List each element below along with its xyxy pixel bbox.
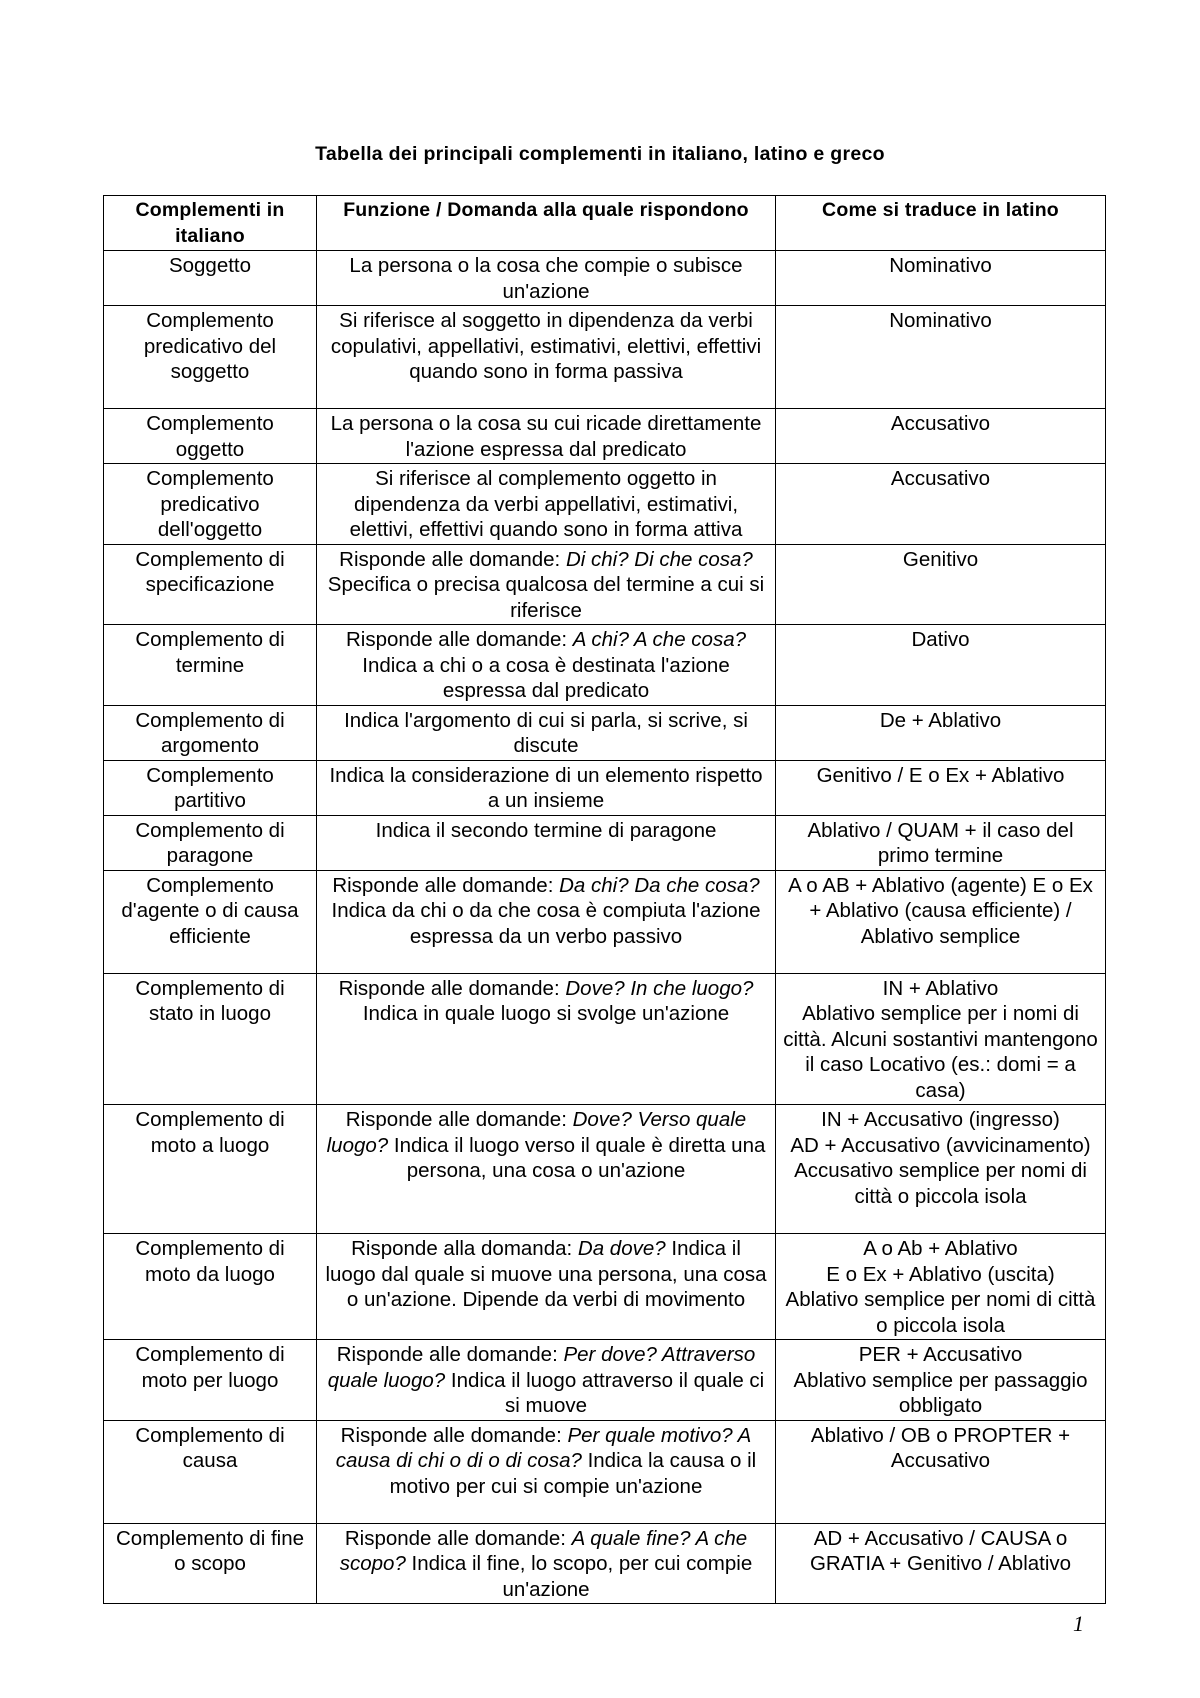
cell-latino (776, 1234, 1106, 1340)
latino-line: Ablativo / QUAM + il caso del primo termine (807, 818, 1074, 867)
latino-line: Ablativo semplice per nomi di città o piccola isola (785, 1288, 1096, 1337)
funzione-text: Si riferisce al complemento oggetto in dipendenza da verbi appellativi, estimativi, elettivi, effettivi quando sono in forma attiva (349, 467, 743, 541)
cell-latino (776, 815, 1106, 870)
header-complementi: Complementi in italiano (104, 196, 317, 251)
table-row (104, 760, 1106, 815)
funzione-question-text: Da chi? Da che cosa? (559, 873, 760, 897)
latino-line: AD + Accusativo (avvicinamento) (790, 1133, 1091, 1157)
cell-funzione (317, 973, 776, 1105)
latino-line: A o Ab + Ablativo (863, 1237, 1018, 1260)
cell-latino (776, 544, 1106, 625)
funzione-text: Risponde alla domanda: (351, 1237, 578, 1260)
cell-latino (776, 251, 1106, 306)
funzione-text: Specifica o precisa qualcosa del termine a cui si riferisce (327, 573, 765, 622)
funzione-question-text: A quale fine? A che scopo? (339, 1526, 748, 1575)
table-row (104, 251, 1106, 306)
cell-complemento: Complemento oggetto (104, 409, 317, 464)
funzione-text: Risponde alle domande: (345, 1108, 573, 1131)
cell-complemento: Complemento di specificazione (104, 544, 317, 625)
funzione-text: Indica il luogo attraverso il quale ci si muove (445, 1368, 765, 1417)
table-row (104, 625, 1106, 706)
cell-complemento: Complemento di causa (104, 1420, 317, 1523)
cell-complemento: Complemento partitivo (104, 760, 317, 815)
funzione-text: Risponde alle domande: (344, 1526, 572, 1550)
latino-line: De + Ablativo (879, 708, 1002, 732)
funzione-text: Si riferisce al soggetto in dipendenza da verbi copulativi, appellativi, estimativi, elettivi, effettivi quando sono in forma passiva (330, 309, 762, 383)
cell-funzione (317, 1105, 776, 1234)
funzione-text: Indica il luogo dal quale si muove una persona, una cosa o un'azione. Dipende da verbi di movimento (325, 1237, 767, 1311)
latino-line: E o Ex + Ablativo (uscita) (826, 1262, 1055, 1286)
funzione-question-text: Dove? In che luogo? (565, 976, 754, 1000)
complementi-table (103, 195, 1106, 1604)
table-row (104, 870, 1106, 973)
table-row (104, 306, 1106, 409)
funzione-question-text: Per dove? Attraverso quale luogo? (327, 1343, 756, 1392)
funzione-text: Indica il luogo verso il quale è diretta una persona, una cosa o un'azione (388, 1133, 766, 1182)
funzione-text: Risponde alle domande: (336, 1343, 564, 1366)
latino-line: Ablativo / OB o PROPTER + Accusativo (810, 1423, 1071, 1472)
latino-line: Nominativo (889, 309, 992, 332)
cell-complemento: Complemento di fine o scopo (104, 1523, 317, 1604)
latino-line: IN + Accusativo (ingresso) (821, 1108, 1060, 1131)
cell-funzione (317, 705, 776, 760)
latino-line: Genitivo (902, 547, 979, 571)
table-row (104, 1420, 1106, 1523)
latino-line: AD + Accusativo / CAUSA o GRATIA + Genitivo / Ablativo (809, 1526, 1072, 1575)
latino-line: Accusativo (890, 467, 991, 490)
latino-line: Accusativo (890, 412, 991, 435)
funzione-question-text: Di chi? Di che cosa? (565, 547, 753, 571)
cell-complemento: Complemento di termine (104, 625, 317, 706)
funzione-text: La persona o la cosa su cui ricade direttamente l'azione espressa dal predicato (330, 412, 762, 461)
table-row (104, 1234, 1106, 1340)
cell-funzione (317, 464, 776, 545)
cell-complemento: Complemento di moto da luogo (104, 1234, 317, 1340)
table-row (104, 1105, 1106, 1234)
table-header-row (104, 196, 1106, 251)
cell-latino (776, 464, 1106, 545)
funzione-question-text: Per quale motivo? A causa di chi o di o di cosa? (335, 1423, 752, 1472)
funzione-text: La persona o la cosa che compie o subisce un'azione (349, 254, 743, 303)
latino-line: Dativo (911, 628, 970, 651)
latino-line: Genitivo / E o Ex + Ablativo (816, 763, 1065, 787)
latino-line: IN + Ablativo (882, 976, 999, 1000)
cell-complemento: Complemento predicativo dell'oggetto (104, 464, 317, 545)
table-row (104, 544, 1106, 625)
funzione-question-text: Dove? Verso quale luogo? (326, 1108, 747, 1157)
cell-latino (776, 1340, 1106, 1421)
cell-complemento: Complemento di argomento (104, 705, 317, 760)
document-title: Tabella dei principali complementi in italiano, latino e greco (315, 143, 885, 165)
funzione-text: Indica in quale luogo si svolge un'azione (362, 1002, 730, 1025)
cell-latino (776, 409, 1106, 464)
funzione-question-text: A chi? A che cosa? (572, 628, 746, 651)
latino-line: A o AB + Ablativo (agente) E o Ex + Ablativo (causa efficiente) / Ablativo semplice (788, 873, 1093, 948)
funzione-text: Indica l'argomento di cui si parla, si scrive, si discute (344, 708, 748, 757)
cell-funzione (317, 409, 776, 464)
cell-funzione (317, 760, 776, 815)
cell-complemento: Complemento di paragone (104, 815, 317, 870)
cell-funzione (317, 1523, 776, 1604)
cell-complemento: Complemento di moto a luogo (104, 1105, 317, 1234)
funzione-text: Indica il secondo termine di paragone (375, 818, 717, 842)
funzione-text: Risponde alle domande: (340, 1423, 568, 1447)
cell-complemento: Complemento d'agente o di causa efficiente (104, 870, 317, 973)
funzione-text: Risponde alle domande: (338, 976, 566, 1000)
page-number: 1 (1073, 1611, 1084, 1636)
cell-complemento: Soggetto (104, 251, 317, 306)
cell-complemento: Complemento di stato in luogo (104, 973, 317, 1105)
table-row (104, 815, 1106, 870)
cell-latino (776, 306, 1106, 409)
cell-latino (776, 705, 1106, 760)
cell-complemento: Complemento predicativo del soggetto (104, 306, 317, 409)
cell-funzione (317, 251, 776, 306)
cell-latino (776, 625, 1106, 706)
cell-latino (776, 1105, 1106, 1234)
cell-latino (776, 1420, 1106, 1523)
table-row (104, 464, 1106, 545)
cell-latino (776, 1523, 1106, 1604)
cell-complemento: Complemento di moto per luogo (104, 1340, 317, 1421)
funzione-text: Risponde alle domande: (345, 628, 573, 651)
cell-latino (776, 760, 1106, 815)
table-row (104, 409, 1106, 464)
cell-funzione (317, 870, 776, 973)
table-row (104, 1523, 1106, 1604)
cell-latino (776, 973, 1106, 1105)
table-row (104, 705, 1106, 760)
cell-funzione (317, 1420, 776, 1523)
cell-funzione (317, 625, 776, 706)
funzione-text: Indica il fine, lo scopo, per cui compie un'azione (405, 1552, 753, 1601)
table-row (104, 973, 1106, 1105)
cell-funzione (317, 544, 776, 625)
latino-line: Nominativo (889, 254, 992, 277)
funzione-text: Risponde alle domande: (332, 873, 560, 897)
cell-funzione (317, 1340, 776, 1421)
header-latino: Come si traduce in latino (776, 196, 1106, 251)
table-row (104, 1340, 1106, 1421)
funzione-text: Indica la causa o il motivo per cui si compie un'azione (389, 1449, 757, 1498)
cell-funzione (317, 1234, 776, 1340)
funzione-text: Indica la considerazione di un elemento rispetto a un insieme (329, 763, 763, 812)
latino-line: Accusativo semplice per nomi di città o piccola isola (794, 1159, 1087, 1208)
header-funzione: Funzione / Domanda alla quale rispondono (317, 196, 776, 251)
funzione-question-text: Da dove? (577, 1237, 666, 1260)
cell-funzione (317, 815, 776, 870)
latino-line: PER + Accusativo (858, 1343, 1023, 1366)
funzione-text: Risponde alle domande: (339, 547, 566, 571)
table-body (104, 251, 1106, 1604)
cell-latino (776, 870, 1106, 973)
funzione-text: Indica da chi o da che cosa è compiuta l'azione espressa da un verbo passivo (331, 899, 761, 948)
latino-line: Ablativo semplice per passaggio obbligato (793, 1368, 1088, 1417)
funzione-text: Indica a chi o a cosa è destinata l'azione espressa dal predicato (362, 653, 730, 702)
cell-funzione (317, 306, 776, 409)
latino-line: Ablativo semplice per i nomi di città. Alcuni sostantivi mantengono il caso Locativo (es.: domi = a casa) (783, 1002, 1098, 1102)
